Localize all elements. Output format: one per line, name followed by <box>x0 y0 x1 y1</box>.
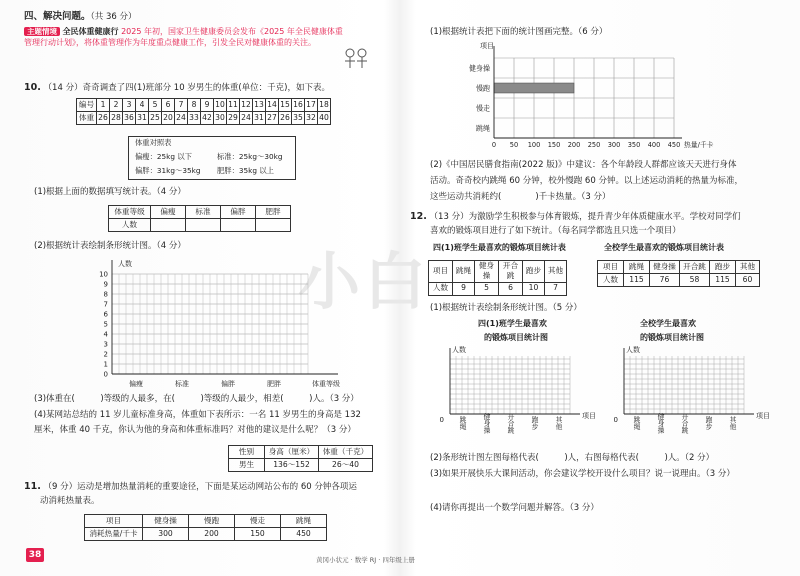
q11-stem-line2: 动消耗热量表。 <box>40 496 100 506</box>
origin-label: 0 <box>613 416 618 424</box>
q12-school-chart-grid <box>600 342 770 452</box>
table-cell: 跑步 <box>710 261 736 274</box>
x-tick-label: 偏瘦 <box>129 380 143 388</box>
table-cell: 5 <box>149 99 162 112</box>
x-tick-label: 肥胖 <box>267 380 281 388</box>
table-cell: 14 <box>266 99 279 112</box>
y-tick-label: 3 <box>103 340 108 349</box>
table-cell: 健身操 <box>475 261 499 283</box>
table-cell: 健身操 <box>650 261 680 274</box>
x-tick-label: 健身操 <box>482 412 490 434</box>
table-cell: 男生 <box>229 459 265 472</box>
table-cell: 开合跳 <box>680 261 710 274</box>
footer-text: 黄冈小状元 · 数学 RJ · 四年级上册 <box>316 556 415 564</box>
y-tick-label: 10 <box>99 270 108 279</box>
table-cell: 40 <box>318 112 331 125</box>
answer-cell[interactable] <box>256 219 291 232</box>
q12-part4: (4)请你再提出一个数学问题并解答。（3 分） <box>430 503 599 513</box>
table-cell: 42 <box>201 112 214 125</box>
table-cell: 2 <box>110 99 123 112</box>
table-cell: 身高（厘米） <box>265 446 319 459</box>
y-axis-label: 项目 <box>480 42 494 50</box>
table-cell: 25 <box>149 112 162 125</box>
x-tick-label: 350 <box>627 141 641 149</box>
y-tick-label: 4 <box>103 330 108 339</box>
table-cell: 慢走 <box>235 515 281 528</box>
table-cell: 17 <box>305 99 318 112</box>
table-cell: 27 <box>266 112 279 125</box>
table-cell: 32 <box>305 112 318 125</box>
table-cell: 跑步 <box>523 261 545 283</box>
table-cell: 7 <box>545 282 567 295</box>
table-cell: 消耗热量/千卡 <box>85 528 143 541</box>
x-tick-label: 0 <box>491 141 497 149</box>
table-cell: 4 <box>136 99 149 112</box>
table-cell: 跳绳 <box>624 261 650 274</box>
x-tick-label: 跑步 <box>530 416 538 430</box>
table-cell: 9 <box>201 99 214 112</box>
table-cell: 450 <box>281 528 327 541</box>
table-cell: 33 <box>188 112 201 125</box>
table-cell: 9 <box>453 282 475 295</box>
table-cell: 体重等级 <box>109 206 151 219</box>
theme-tag: 主题情境 <box>24 27 60 36</box>
table-cell: 性别 <box>229 446 265 459</box>
bar-manpao <box>494 83 574 93</box>
table-cell: 体重（千克） <box>319 446 373 459</box>
table-cell: 3 <box>123 99 136 112</box>
table-cell: 20 <box>162 112 175 125</box>
table-cell: 慢跑 <box>189 515 235 528</box>
table-cell: 200 <box>189 528 235 541</box>
table-cell: 项目 <box>85 515 143 528</box>
q12-chart-b-title1: 全校学生最喜欢 <box>640 319 696 328</box>
page-number: 38 <box>26 548 44 562</box>
q11-horizontal-bar-chart <box>462 40 712 152</box>
table-cell: 肥胖 <box>256 206 291 219</box>
x-tick-label: 其他 <box>554 416 562 430</box>
q12-stem-line2: 喜欢的锻炼项目进行了如下统计。（每名同学都选且只选一个项目） <box>430 226 681 236</box>
table-cell: 136～152 <box>265 459 319 472</box>
x-tick-label: 标准 <box>175 380 189 388</box>
intro-block: 主题情境 全民体重健康行 2025 年初，国家卫生健康委员会发布《2025 年全民健康体重 管理行动计划》，将体重管理作为年度重点健康工作，引发全民对健康体重的关注。 <box>24 27 343 47</box>
table-cell: 其他 <box>736 261 760 274</box>
table-cell: 7 <box>175 99 188 112</box>
table-cell: 76 <box>650 274 680 287</box>
q10-part2: (2)根据统计表绘制条形统计图。（4 分） <box>34 241 186 251</box>
q10-grade-table <box>108 205 291 232</box>
table-cell: 偏胖 <box>221 206 256 219</box>
x-tick-label: 200 <box>567 141 581 149</box>
table-cell: 1 <box>97 99 110 112</box>
q11-calorie-table <box>84 514 327 541</box>
y-tick-label: 跳绳 <box>476 124 490 133</box>
table-cell: 24 <box>240 112 253 125</box>
q10-bar-chart-grid <box>90 254 370 390</box>
table-cell: 16 <box>292 99 305 112</box>
table-cell: 150 <box>235 528 281 541</box>
table-cell: 跳绳 <box>281 515 327 528</box>
q12-chart-a-title1: 四(1)班学生最喜欢 <box>478 319 547 328</box>
y-tick-label: 慢走 <box>476 104 490 113</box>
table-cell: 12 <box>240 99 253 112</box>
q11-stem-line1: 11. （9 分）运动是增加热量消耗的重要途径，下面是某运动网站公布的 60 分钟各项运 <box>24 481 357 492</box>
q10-part4-line2: 厘米，体重 40 千克，你认为他的身高和体重标准吗？对他的建议是什么呢？（3 分） <box>34 425 356 435</box>
x-tick-label: 跑步 <box>704 416 712 430</box>
table-cell: 6 <box>162 99 175 112</box>
table-cell: 其他 <box>545 261 567 283</box>
q10-height-table <box>228 445 373 472</box>
kids-illustration-icon <box>342 46 370 74</box>
q12-table-b-title: 全校学生最喜欢的锻炼项目统计表 <box>604 243 724 252</box>
q12-chart-a-title2: 的锻炼项目统计图 <box>484 333 548 342</box>
q10-part4-line1: (4)某网站总结的 11 岁儿童标准身高，体重如下表所示：一名 11 岁男生的身高是 132 <box>34 410 361 420</box>
table-cell: 10 <box>523 282 545 295</box>
x-tick-label: 50 <box>509 141 519 149</box>
q12-part3: (3)如果开展快乐大课间活动，你会建议学校开设什么项目？说一说理由。（3 分） <box>430 469 735 479</box>
x-tick-label: 250 <box>587 141 601 149</box>
y-axis-label: 人数 <box>626 346 640 354</box>
table-cell: 15 <box>279 99 292 112</box>
q12-class-chart-grid <box>426 342 594 452</box>
table-cell: 8 <box>188 99 201 112</box>
table-cell: 36 <box>123 112 136 125</box>
q10-part3: (3)体重在( )等级的人最多，在( )等级的人最少，相差( )人。（3 分） <box>34 394 359 404</box>
y-tick-label: 0 <box>103 370 108 379</box>
table-cell: 体重 <box>77 112 97 125</box>
y-tick-label: 1 <box>103 360 108 369</box>
x-tick-label: 偏胖 <box>221 380 235 388</box>
q12-part1: (1)根据统计表绘制条形统计图。（5 分） <box>430 303 582 313</box>
y-tick-label: 慢跑 <box>476 84 490 93</box>
table-cell: 58 <box>680 274 710 287</box>
y-axis-label: 人数 <box>452 346 466 354</box>
table-cell: 29 <box>227 112 240 125</box>
x-tick-label: 100 <box>527 141 541 149</box>
table-cell: 项目 <box>598 261 624 274</box>
table-cell: 13 <box>253 99 266 112</box>
watermark: 小白 <box>298 245 431 318</box>
y-axis-label: 人数 <box>118 260 132 268</box>
q11-part2-line1: (2)《中国居民膳食指南(2022 版)》中建议：各个年龄段人群都应该天天进行身体 <box>430 160 737 170</box>
x-axis-label: 项目 <box>756 412 770 420</box>
table-cell: 5 <box>475 282 499 295</box>
table-cell: 项目 <box>429 261 453 283</box>
q11-part2-line2: 活动。奇奇校内跳绳 60 分钟，校外慢跑 60 分钟。以上述运动消耗的热量为标准， <box>430 176 743 186</box>
q12-school-table <box>597 260 760 287</box>
answer-cell[interactable] <box>151 219 186 232</box>
table-cell: 115 <box>624 274 650 287</box>
theme-subtitle: 全民体重健康行 <box>62 27 119 36</box>
table-cell: 18 <box>318 99 331 112</box>
table-cell: 开合跳 <box>499 261 523 283</box>
q12-class-table <box>428 260 567 296</box>
x-tick-label: 开合跳 <box>506 412 514 434</box>
table-cell: 编号 <box>77 99 97 112</box>
x-tick-label: 300 <box>607 141 621 149</box>
table-cell: 健身操 <box>143 515 189 528</box>
q11-part1: (1)根据统计表把下面的统计图画完整。（6 分） <box>430 27 608 37</box>
x-axis-label: 热量/千卡 <box>684 141 714 149</box>
table-cell: 24 <box>175 112 188 125</box>
x-axis-label: 体重等级 <box>312 380 340 388</box>
x-tick-label: 开合跳 <box>680 412 688 434</box>
y-tick-label: 2 <box>103 350 108 359</box>
q11-part2-line3: 这些运动共消耗约( )千卡热量。（3 分） <box>430 192 611 202</box>
table-cell: 10 <box>214 99 227 112</box>
table-cell: 26～40 <box>319 459 373 472</box>
q10-weight-table <box>76 98 331 125</box>
table-cell: 人数 <box>109 219 151 232</box>
y-tick-label: 9 <box>103 280 108 289</box>
table-cell: 人数 <box>598 274 624 287</box>
table-cell: 31 <box>136 112 149 125</box>
table-cell: 28 <box>110 112 123 125</box>
q12-stem-line1: 12. （13 分）为激励学生积极参与体育锻炼，提升青少年体质健康水平。学校对同学们 <box>410 211 741 222</box>
y-tick-label: 健身操 <box>469 64 490 73</box>
table-cell: 30 <box>214 112 227 125</box>
x-tick-label: 450 <box>667 141 681 149</box>
x-tick-label: 跳绳 <box>632 416 640 430</box>
q12-chart-b-title2: 的锻炼项目统计图 <box>640 333 704 342</box>
x-tick-label: 其他 <box>728 416 736 430</box>
x-tick-label: 150 <box>547 141 561 149</box>
x-tick-label: 跳绳 <box>458 416 466 430</box>
answer-cell[interactable] <box>221 219 256 232</box>
table-cell: 标准 <box>186 206 221 219</box>
table-cell: 35 <box>292 112 305 125</box>
table-cell: 11 <box>227 99 240 112</box>
weight-reference-box: 体重对照表 偏瘦：25kg 以下 标准：25kg～30kg 偏胖：31kg～35kg 肥胖：35kg 以上 <box>128 136 296 180</box>
q12-part2: (2)条形统计图左图每格代表( )人，右图每格代表( )人。（2 分） <box>430 453 715 463</box>
table-cell: 115 <box>710 274 736 287</box>
x-axis-label: 项目 <box>582 412 596 420</box>
origin-label: 0 <box>439 416 444 424</box>
table-cell: 跳绳 <box>453 261 475 283</box>
table-cell: 26 <box>279 112 292 125</box>
y-tick-label: 5 <box>103 320 108 329</box>
y-tick-label: 7 <box>103 300 108 309</box>
answer-cell[interactable] <box>186 219 221 232</box>
x-tick-label: 400 <box>647 141 661 149</box>
x-tick-label: 健身操 <box>656 412 664 434</box>
table-cell: 6 <box>499 282 523 295</box>
q10-part1: (1)根据上面的数据填写统计表。（4 分） <box>34 187 186 197</box>
table-cell: 26 <box>97 112 110 125</box>
table-cell: 300 <box>143 528 189 541</box>
table-cell: 60 <box>736 274 760 287</box>
q12-table-a-title: 四(1)班学生最喜欢的锻炼项目统计表 <box>433 243 566 252</box>
table-cell: 偏瘦 <box>151 206 186 219</box>
table-cell: 31 <box>253 112 266 125</box>
y-tick-label: 6 <box>103 310 108 319</box>
y-tick-label: 8 <box>103 290 108 299</box>
q10-stem: 10. （14 分）奇奇调查了四(1)班部分 10 岁男生的体重(单位：千克)，如下表。 <box>24 82 330 93</box>
table-cell: 人数 <box>429 282 453 295</box>
section-title: 四、解决问题。（共 36 分） <box>24 11 137 22</box>
